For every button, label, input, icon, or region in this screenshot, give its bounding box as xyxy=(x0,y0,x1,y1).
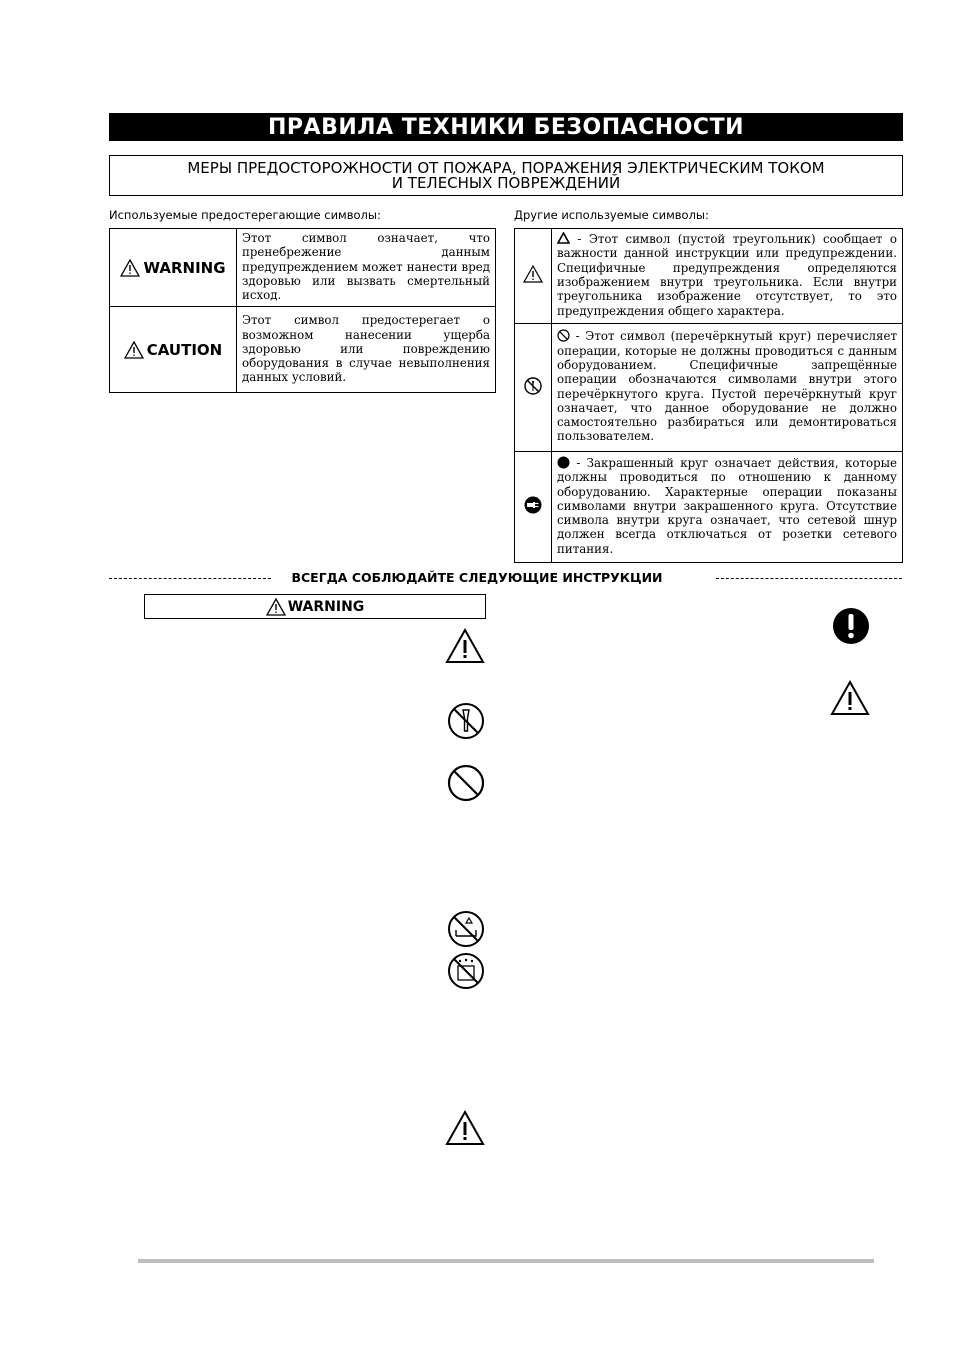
caution-triangle-icon xyxy=(445,1110,485,1146)
caution-triangle-icon xyxy=(445,628,485,664)
warning-triangle-icon xyxy=(124,341,144,359)
section-warning-box xyxy=(144,594,486,619)
subtitle-line-1: МЕРЫ ПРЕДОСТОРОЖНОСТИ ОТ ПОЖАРА, ПОРАЖЕНИЯ ЭЛЕКТРИЧЕСКИМ ТОКОМ xyxy=(187,158,825,177)
subtitle-line-2: И ТЕЛЕСНЫХ ПОВРЕЖДЕНИЙ xyxy=(391,173,621,192)
warning-label-text: WARNING xyxy=(143,258,226,277)
filled-circle-icon xyxy=(557,456,570,469)
triangle-warning-icon xyxy=(523,265,543,283)
right-table-caption: Другие используемые символы: xyxy=(514,208,709,222)
no-disassemble-icon xyxy=(523,376,543,396)
footer-rule xyxy=(138,1259,874,1263)
table-row xyxy=(110,307,496,393)
caution-triangle-icon xyxy=(830,680,870,716)
no-moisture-icon xyxy=(447,952,485,990)
warning-description: Этот символ означает, что пренебрежение данным предупреждением может нанести вред здоровью или вызвать смертельный исход. xyxy=(237,229,496,307)
mandatory-action-icon xyxy=(832,607,870,645)
prohibition-icon xyxy=(557,329,570,342)
caution-description: Этот символ предостерегает о возможном нанесении ущерба здоровью или повреждению оборудования в случае невыполнения данных условий. xyxy=(237,307,496,393)
warning-triangle-icon xyxy=(120,259,140,277)
prohibition-icon xyxy=(447,764,485,802)
table-row xyxy=(515,324,903,452)
caution-label xyxy=(111,341,235,359)
left-table-caption: Используемые предостерегающие символы: xyxy=(109,208,381,222)
no-water-icon xyxy=(447,910,485,948)
caution-label-text: CAUTION xyxy=(146,340,223,359)
unplug-icon xyxy=(523,495,543,515)
warning-symbols-table xyxy=(109,228,496,393)
other-symbols-table xyxy=(514,228,903,563)
table-row xyxy=(515,452,903,563)
table-row xyxy=(110,229,496,307)
subtitle-box xyxy=(109,155,903,196)
section-heading: ВСЕГДА СОБЛЮДАЙТЕ СЛЕДУЮЩИЕ ИНСТРУКЦИИ xyxy=(291,570,663,585)
no-disassemble-icon xyxy=(447,702,485,740)
warning-triangle-icon xyxy=(266,598,286,616)
table-row xyxy=(515,229,903,324)
prohibition-description: - Этот символ (перечёркнутый круг) перечисляет операции, которые не должны проводиться с данным оборудованием. Специфичные запрещённые операции обозначаются символами внутри этого перечёркнутого круга. Пустой перечёркнутый круг означает, что данное оборудование не должно самостоятельно разбираться или демонтироваться пользователем. xyxy=(557,329,897,444)
filled-circle-description: - Закрашенный круг означает действия, которые должны проводиться по отношению к данному оборудованию. Характерные операции показаны символами внутри закрашенного круга. Отсутствие символа внутри круга означает, что сетевой шнур должен всегда отключаться от розетки сетевого питания. xyxy=(557,455,897,556)
warning-label xyxy=(111,259,235,277)
page-title: ПРАВИЛА ТЕХНИКИ БЕЗОПАСНОСТИ xyxy=(109,113,903,141)
empty-triangle-icon xyxy=(557,232,570,244)
triangle-description: - Этот символ (пустой треугольник) сообщает о важности данной инструкции или предупреждении. Специфичные предупреждения определяются изображением внутри треугольника. Если внутри треугольника изображение отсутствует, то это предупреждения общего характера. xyxy=(557,232,897,318)
section-warning-label: WARNING xyxy=(287,598,365,615)
